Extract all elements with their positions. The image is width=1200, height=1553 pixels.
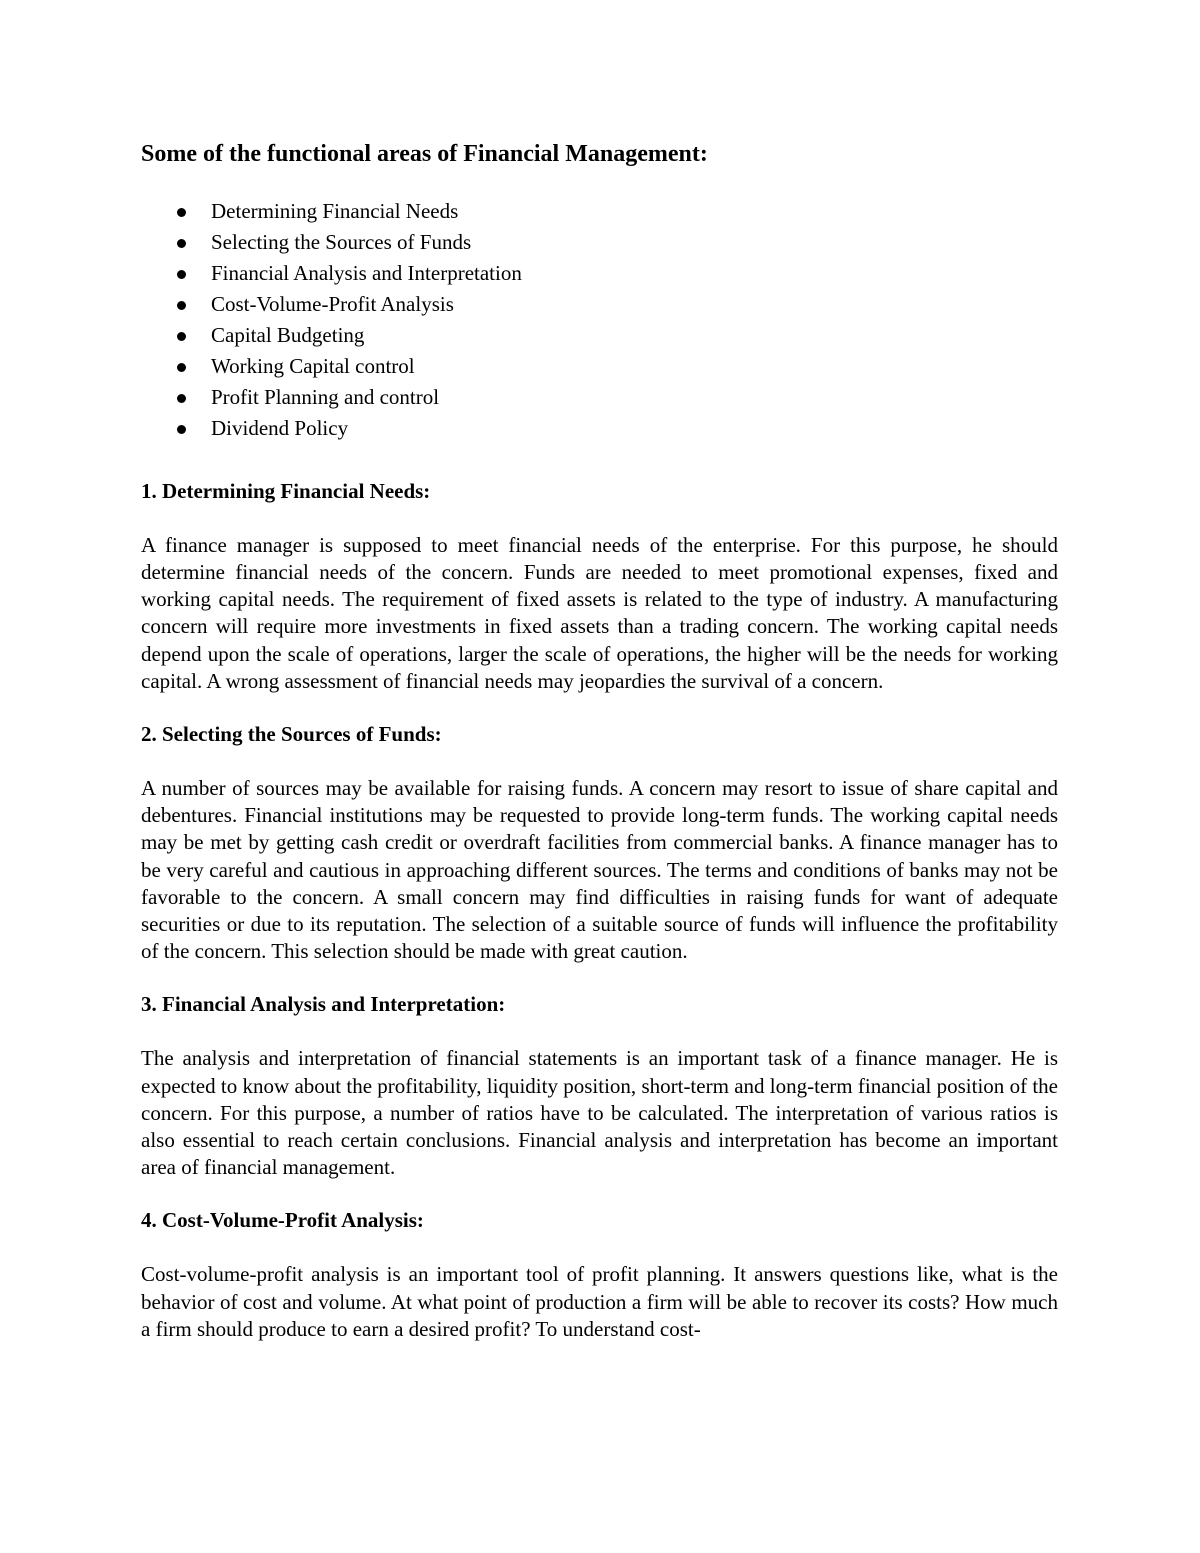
list-item — [141, 351, 1058, 382]
list-item-label: Dividend Policy — [211, 415, 349, 440]
list-item-label: Selecting the Sources of Funds — [211, 229, 472, 254]
page-title: Some of the functional areas of Financial Management: — [141, 141, 708, 167]
section-heading: 3. Financial Analysis and Interpretation: — [141, 992, 506, 1017]
list-item — [141, 382, 1058, 413]
section-cost-volume-profit — [141, 1207, 1058, 1343]
section-body: The analysis and interpretation of financial statements is an important task of a finance manager. He is expected to know about the profitability, liquidity position, short-term and long-term financial position of the concern. For this purpose, a number of ratios have to be calculated. The interpretation of various ratios is also essential to reach certain conclusions. Financial analysis and interpretation has become an important area of financial management. — [141, 1046, 1058, 1180]
list-item — [141, 413, 1058, 444]
list-item-label: Capital Budgeting — [211, 322, 365, 347]
section-financial-analysis — [141, 991, 1058, 1181]
bullet-icon — [177, 208, 186, 217]
section-body: Cost-volume-profit analysis is an important tool of profit planning. It answers questions like, what is the behavior of cost and volume. At what point of production a firm will be able to recover its costs? How much a firm should produce to earn a desired profit? To understand cost- — [141, 1262, 1058, 1341]
section-heading: 2. Selecting the Sources of Funds: — [141, 722, 442, 747]
bullet-icon — [177, 301, 186, 310]
section-body: A number of sources may be available for raising funds. A concern may resort to issue of share capital and debentures. Financial institutions may be requested to provide long-term funds. The working capital needs may be met by getting cash credit or overdraft facilities from commercial banks. A finance manager has to be very careful and cautious in approaching different sources. The terms and conditions of banks may not be favorable to the concern. A small concern may find difficulties in raising funds for want of adequate securities or due to its reputation. The selection of a suitable source of funds will influence the profitability of the concern. This selection should be made with great caution. — [141, 776, 1058, 964]
bullet-icon — [177, 425, 186, 434]
functional-areas-list — [141, 196, 1058, 444]
section-body: A finance manager is supposed to meet financial needs of the enterprise. For this purpose, he should determine financial needs of the concern. Funds are needed to meet promotional expenses, fixed and working capital needs. The requirement of fixed assets is related to the type of industry. A manufacturing concern will require more investments in fixed assets than a trading concern. The working capital needs depend upon the scale of operations, larger the scale of operations, the higher will be the needs for working capital. A wrong assessment of financial needs may jeopardies the survival of a concern. — [141, 532, 1058, 693]
list-item-label: Cost-Volume-Profit Analysis — [211, 291, 454, 316]
section-heading: 1. Determining Financial Needs: — [141, 478, 431, 503]
bullet-icon — [177, 332, 186, 341]
list-item — [141, 320, 1058, 351]
document-page — [141, 140, 1058, 1369]
list-item — [141, 227, 1058, 258]
section-financial-needs — [141, 478, 1058, 695]
list-item — [141, 289, 1058, 320]
list-item — [141, 258, 1058, 289]
list-item-label: Profit Planning and control — [211, 384, 440, 409]
list-item-label: Working Capital control — [211, 353, 415, 378]
list-item-label: Determining Financial Needs — [211, 198, 459, 223]
bullet-icon — [177, 270, 186, 279]
section-heading: 4. Cost-Volume-Profit Analysis: — [141, 1208, 424, 1233]
bullet-icon — [177, 363, 186, 372]
bullet-icon — [177, 394, 186, 403]
list-item — [141, 196, 1058, 227]
bullet-icon — [177, 239, 186, 248]
list-item-label: Financial Analysis and Interpretation — [211, 260, 522, 285]
section-sources-of-funds — [141, 721, 1058, 965]
